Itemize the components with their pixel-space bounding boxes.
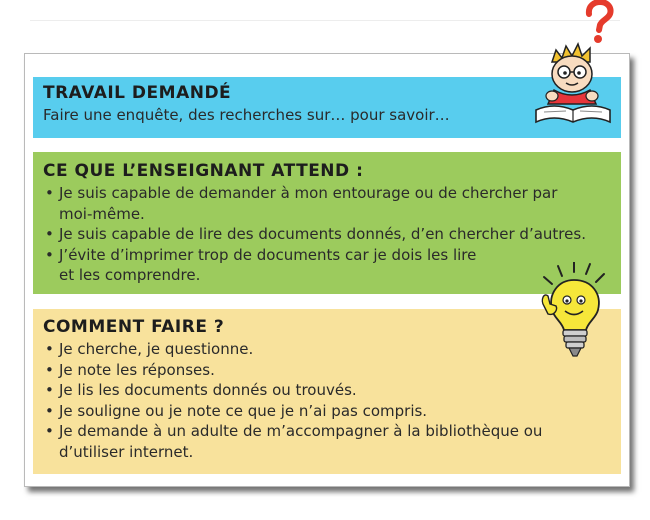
list-item: • J’évite d’imprimer trop de documents car je dois les lire et les comprendre. (43, 245, 621, 286)
student-reading-icon (530, 38, 616, 128)
list-item: • Je note les réponses. (43, 360, 621, 381)
list-item: • Je suis capable de lire des documents donnés, d’en chercher d’autres. (43, 224, 621, 245)
list-item: • Je souligne ou je note ce que je n’ai pas compris. (43, 401, 621, 422)
list-item: • Je suis capable de demander à mon entourage ou de chercher par moi-même. (43, 183, 621, 224)
comment-faire-heading: COMMENT FAIRE ? (43, 317, 225, 337)
lightbulb-idea-icon (532, 262, 624, 360)
list-item: • Je demande à un adulte de m’accompagner à la bibliothèque ou d’utiliser internet. (43, 421, 621, 462)
list-item: • Je lis les documents donnés ou trouvés. (43, 380, 621, 401)
travail-demande-text: Faire une enquête, des recherches sur… pour savoir… (43, 106, 450, 124)
top-divider (30, 20, 620, 21)
travail-demande-heading: TRAVAIL DEMANDÉ (43, 83, 232, 103)
attentes-heading: CE QUE L’ENSEIGNANT ATTEND : (43, 161, 364, 181)
list-item: • Je cherche, je questionne. (43, 339, 621, 360)
